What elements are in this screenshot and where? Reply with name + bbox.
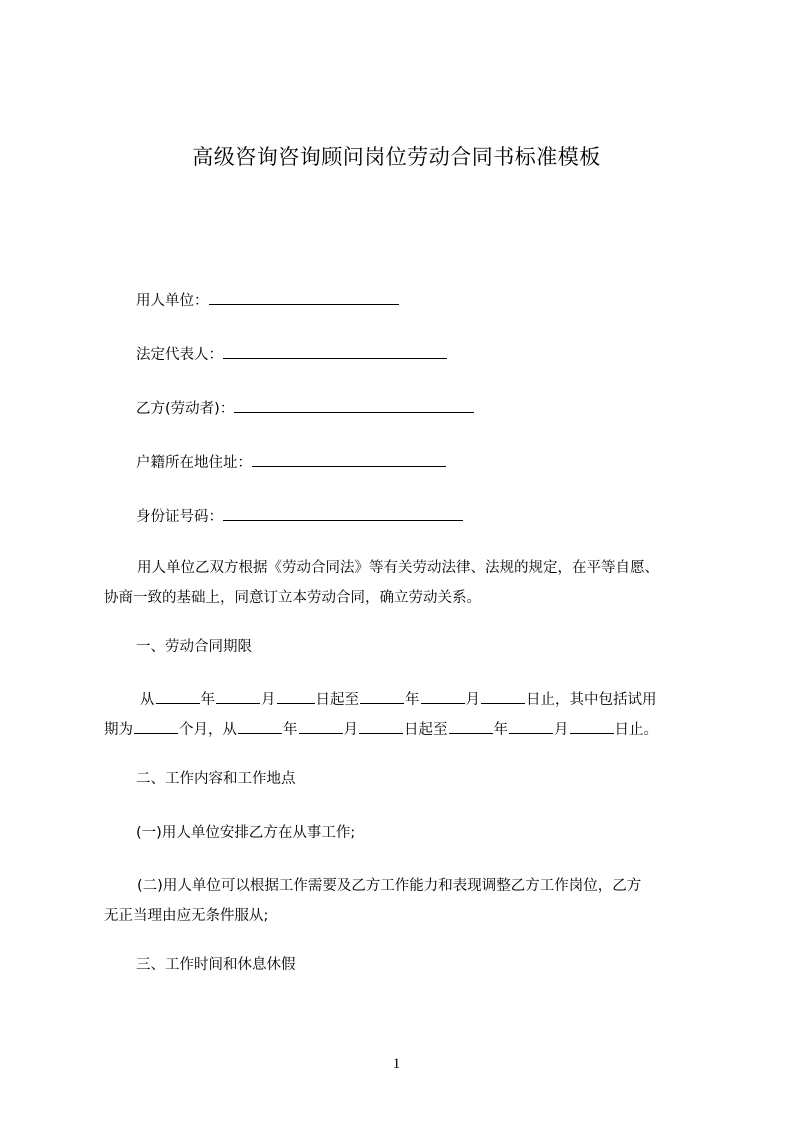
legal-representative-blank[interactable] — [223, 344, 447, 359]
section-2-heading: 二、工作内容和工作地点 — [136, 771, 296, 787]
intro-line-1: 用人单位乙双方根据《劳动合同法》等有关劳动法律、法规的规定，在平等自愿、 — [137, 560, 659, 576]
household-address-blank[interactable] — [252, 452, 446, 467]
probation-months-blank[interactable] — [134, 719, 178, 734]
section-1-heading: 一、劳动合同期限 — [136, 639, 252, 655]
employee-field — [136, 398, 474, 419]
id-number-label: 身份证号码： — [136, 509, 223, 525]
intro-paragraph — [104, 553, 704, 613]
term-start-month-blank[interactable] — [216, 689, 260, 704]
term-day-end-text: 日止，其中包括试用 — [526, 692, 657, 708]
probation-label: 期为 — [104, 722, 133, 738]
document-title: 高级咨询咨询顾问岗位劳动合同书标准模板 — [192, 145, 601, 169]
term-start-day-blank[interactable] — [277, 689, 315, 704]
probation-end-day-blank[interactable] — [570, 719, 614, 734]
term-month2-text: 月 — [465, 692, 480, 708]
clause-2-2-paragraph — [104, 871, 704, 931]
employer-blank[interactable] — [209, 290, 399, 305]
section-3-heading: 三、工作时间和休息休假 — [136, 957, 296, 973]
probation-end-year-blank[interactable] — [449, 719, 493, 734]
term-end-year-blank[interactable] — [360, 689, 404, 704]
probation-start-month-blank[interactable] — [299, 719, 343, 734]
intro-line-2: 协商一致的基础上，同意订立本劳动合同，确立劳动关系。 — [104, 590, 481, 606]
term-start-year-blank[interactable] — [156, 689, 200, 704]
legal-representative-field — [136, 344, 447, 365]
clause-2-2-line-2: 无正当理由应无条件服从; — [104, 908, 269, 924]
clause-2-1: (一)用人单位安排乙方在从事工作; — [136, 825, 356, 841]
employee-blank[interactable] — [234, 398, 474, 413]
term-end-month-blank[interactable] — [421, 689, 465, 704]
probation-month2-text: 月 — [554, 722, 569, 738]
page-number: 1 — [392, 1056, 401, 1072]
term-from-text: 从 — [140, 692, 155, 708]
probation-year-text: 年 — [283, 722, 298, 738]
probation-day-end-text: 日止。 — [614, 722, 658, 738]
probation-end-month-blank[interactable] — [509, 719, 553, 734]
id-number-blank[interactable] — [223, 506, 463, 521]
household-address-field — [136, 452, 446, 473]
probation-month-text: 月 — [343, 722, 358, 738]
term-day-start-text: 日起至 — [315, 692, 359, 708]
probation-day-start-text: 日起至 — [404, 722, 448, 738]
term-year2-text: 年 — [405, 692, 420, 708]
probation-start-year-blank[interactable] — [238, 719, 282, 734]
employer-field — [136, 290, 399, 311]
probation-year2-text: 年 — [493, 722, 508, 738]
contract-term-paragraph — [104, 685, 704, 745]
employee-label: 乙方(劳动者)： — [136, 401, 235, 417]
term-month-text: 月 — [261, 692, 276, 708]
term-year-text: 年 — [200, 692, 215, 708]
employer-label: 用人单位： — [136, 293, 209, 309]
legal-representative-label: 法定代表人： — [136, 347, 223, 363]
probation-months-text: 个月，从 — [179, 722, 237, 738]
id-number-field — [136, 506, 463, 527]
clause-2-2-line-1: (二)用人单位可以根据工作需要及乙方工作能力和表现调整乙方工作岗位，乙方 — [137, 878, 642, 894]
household-address-label: 户籍所在地住址： — [136, 455, 252, 471]
term-end-day-blank[interactable] — [481, 689, 525, 704]
probation-start-day-blank[interactable] — [359, 719, 403, 734]
